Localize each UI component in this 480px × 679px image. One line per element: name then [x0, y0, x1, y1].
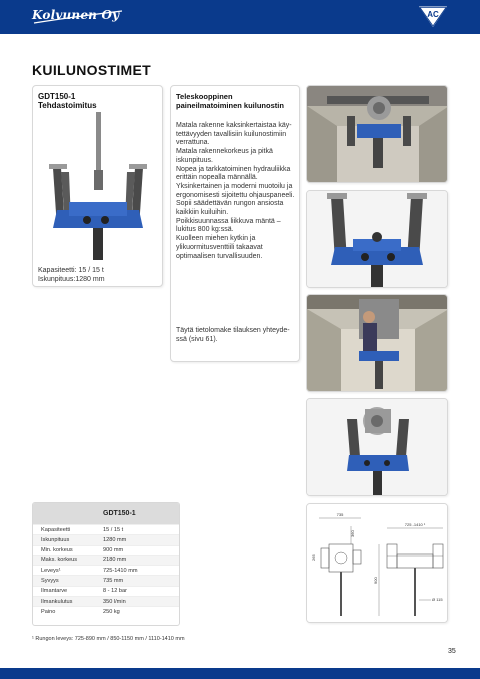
spec-table-header — [33, 503, 179, 524]
spec-table — [32, 502, 180, 626]
page-title: KUILUNOSTIMET — [32, 62, 152, 78]
description-line: ylikuormitusventtiili takaavat — [176, 243, 263, 251]
spec-value: 900 mm — [103, 547, 124, 554]
product-subtitle: Tehdastoimitus — [38, 101, 97, 110]
photo-pit-lift — [306, 85, 448, 183]
table-row — [33, 606, 179, 616]
spec-value: 350 l/min — [103, 598, 126, 605]
header-bar — [0, 0, 480, 34]
footer-bar — [0, 668, 480, 679]
table-row — [33, 555, 179, 565]
description-text — [176, 122, 300, 261]
lift-gearbox-image — [307, 399, 448, 496]
ac-badge-icon — [416, 4, 450, 30]
spec-key: Ilmankulutus — [41, 598, 73, 605]
spec-key: Ilmantarve — [41, 588, 68, 595]
spec-value: 725-1410 mm — [103, 567, 138, 574]
order-note — [176, 326, 296, 344]
dim-width-label: 735 — [336, 512, 344, 517]
spec-table-title: GDT150-1 — [103, 510, 136, 517]
product-stroke: Iskunpituus:1280 mm — [38, 276, 105, 283]
pit-photo-image — [307, 86, 448, 183]
description-line: Yksinkertainen ja moderni muotoilu ja — [176, 182, 293, 190]
spec-key: Leveys¹ — [41, 567, 61, 574]
photo-lift-gearbox — [306, 398, 448, 496]
spec-value: 2180 mm — [103, 557, 127, 564]
table-row — [33, 534, 179, 544]
description-line: Kuolleen miehen kytkin ja — [176, 235, 256, 243]
description-line: tettävyyden tavallisiin kuilunostimiin — [176, 130, 287, 138]
spec-value: 8 - 12 bar — [103, 588, 127, 595]
description-line: iskunpituus. — [176, 156, 213, 164]
lift-closeup-image — [307, 191, 448, 288]
description-line: Poikkisuunnassa liikkuva mäntä – — [176, 217, 281, 225]
order-note-line: ssä (sivu 61). — [176, 336, 218, 343]
product-capacity: Kapasiteetti: 15 / 15 t — [38, 267, 104, 274]
spec-key: Min. korkeus — [41, 547, 73, 554]
description-line: kaikkiin kuiluihin. — [176, 209, 229, 217]
table-row — [33, 586, 179, 596]
logo-text: Kolvunen Oy — [32, 8, 120, 22]
table-row — [33, 596, 179, 606]
order-note-line: Täytä tietolomake tilauksen yhteyde- — [176, 327, 290, 334]
technical-drawing — [306, 503, 448, 623]
description-line: optimaalisen turvallisuuden. — [176, 252, 263, 260]
spec-key: Paino — [41, 608, 56, 615]
description-line: ergonomisesti sijoitettu ohjauspaneeli. — [176, 191, 295, 199]
description-line: Matala rakenne kaksinkertaistaa käy- — [176, 122, 292, 129]
spec-value: 735 mm — [103, 577, 124, 584]
footnote: ¹ Rungon leveys: 725-890 mm / 850-1150 mm / 1110-1410 mm — [32, 636, 185, 642]
spec-key: Kapasiteetti — [41, 526, 71, 533]
description-title: Teleskooppinen paineilmatoiminen kuilunostin — [176, 92, 284, 110]
description-line: Matala rakennekorkeus ja pitkä — [176, 148, 273, 156]
dim-depth-label: 725 -1410 ¹ — [404, 522, 426, 527]
table-row — [33, 575, 179, 585]
table-row — [33, 524, 179, 534]
photo-lift-closeup — [306, 190, 448, 288]
dim-side-label: 265 — [311, 554, 316, 561]
dim-height-label: 900 — [373, 577, 378, 584]
product-code: GDT150-1 — [38, 92, 76, 101]
spec-key: Iskunpituus — [41, 536, 70, 543]
description-line: erittäin nopealla männällä. — [176, 174, 258, 182]
spec-value: 1280 mm — [103, 536, 127, 543]
description-line: Sopii säädettävän rungon ansiosta — [176, 200, 284, 208]
operator-pit-image — [307, 295, 448, 392]
spec-key: Maks. korkeus — [41, 557, 78, 564]
dim-small-label: 360 — [350, 530, 355, 537]
dim-piston-label: Ø 115 — [432, 597, 443, 602]
table-row — [33, 565, 179, 575]
table-row — [33, 545, 179, 555]
spec-key: Syvyys — [41, 577, 59, 584]
dimension-drawing — [307, 504, 448, 623]
spec-value: 250 kg — [103, 608, 120, 615]
description-line: lukitus 800 kg:ssä. — [176, 226, 234, 234]
product-card — [32, 85, 163, 287]
company-logo — [32, 7, 124, 27]
spec-value: 15 / 15 t — [103, 526, 124, 533]
photo-operator-pit — [306, 294, 448, 392]
description-line: verrattuna. — [176, 139, 210, 147]
ac-badge-text: AC — [427, 10, 439, 19]
description-card — [170, 85, 300, 362]
shaft-lift-illustration — [39, 110, 157, 260]
description-line: Nopea ja tarkkatoiminen hydrauliikka — [176, 165, 291, 173]
page-number: 35 — [448, 648, 456, 655]
